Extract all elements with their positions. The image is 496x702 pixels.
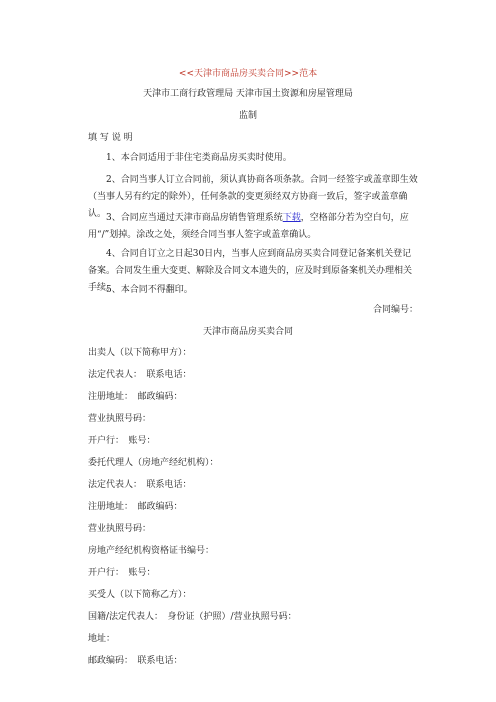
source-link[interactable]: <<天津市商品房买卖合同>>范本 [178,69,318,79]
field-seller: 出卖人（以下简称甲方）： [88,348,192,358]
contract-number-label: 合同编号： [372,305,418,315]
instruction-item-4: 4、合同自订立之日起30日内，当事人应到商品房买卖合同登记备案机关登记备案。合同发生重大变更、解除及合同文本遗失的，应及时到原备案机关办理相关手续。 [88,249,413,293]
field-seller-legal-rep: 法定代表人： 联系电话： [88,370,192,380]
field-agent-license: 营业执照号码： [88,524,152,534]
field-seller-license: 营业执照号码： [88,414,152,424]
download-link[interactable]: 下载 [282,213,301,223]
instruction-item-1: 1、本合同适用于非住宅类商品房买卖时使用。 [106,153,292,163]
field-agent-address: 注册地址： 邮政编码： [88,502,183,512]
contract-title: 天津市商品房买卖合同 [202,327,293,337]
field-agent: 委托代理人（房地产经纪机构）： [88,458,219,468]
field-seller-address: 注册地址： 邮政编码： [88,392,183,402]
field-buyer-address: 地址： [88,634,116,644]
instruction-item-3-part1: 3、合同应当通过天津市商品房销售管理系统 [106,213,283,223]
instruction-item-3 [88,210,418,244]
supervise-label: 监制 [238,111,257,121]
issuers-line: 天津市工商行政管理局 天津市国土资源和房屋管理局 [143,89,353,99]
instructions-title: 填 写 说 明 [88,133,133,143]
field-agent-bank: 开户行： 账号： [88,568,156,578]
field-buyer: 买受人（以下简称乙方）： [88,590,192,600]
field-buyer-identity: 国籍/法定代表人： 身份证（护照）/营业执照号码： [88,612,297,622]
instruction-item-5: 5、本合同不得翻印。 [106,285,193,295]
field-agent-certificate: 房地产经纪机构资格证书编号： [88,546,215,556]
field-buyer-postal: 邮政编码： 联系电话： [88,656,183,666]
field-agent-legal-rep: 法定代表人： 联系电话： [88,480,192,490]
instruction-item-2: 2、合同当事人订立合同前，须认真协商各项条款。合同一经签字或盖章即生效（当事人另有约定的除外），任何条款的变更须经双方协商一致后，签字或盖章确认。 [88,175,418,219]
instruction-item-3-part2: ，空格部分若为空白句，应用“/”划掉。涂改之处，须经合同当事人签字或盖章确认。 [88,213,409,240]
field-seller-bank: 开户行： 账号： [88,436,156,446]
